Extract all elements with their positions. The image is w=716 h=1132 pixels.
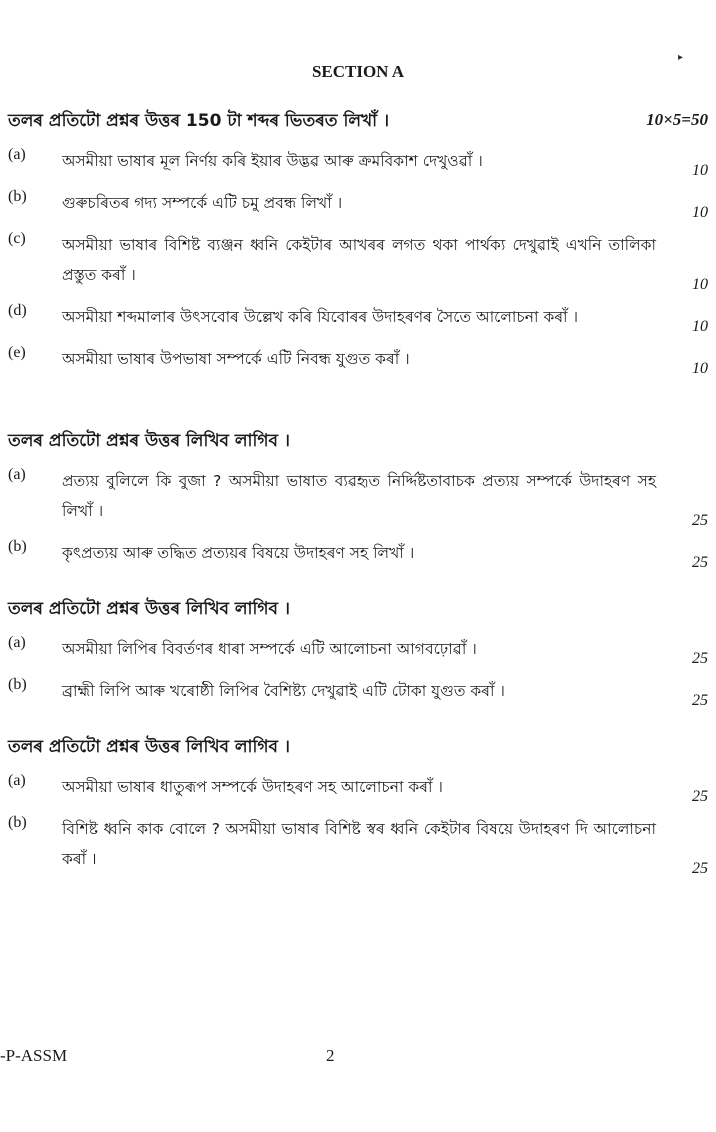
sub-question xyxy=(0,230,716,293)
sub-question-label: (c) xyxy=(8,230,26,247)
sub-question-marks: 25 xyxy=(692,692,708,709)
question-1-header xyxy=(0,108,716,138)
sub-question-text: অসমীয়া ভাষাৰ উপভাষা সম্পৰ্কে এটি নিবন্ধ যুগুত কৰাঁ । xyxy=(62,350,410,368)
sub-question-marks: 25 xyxy=(692,512,708,529)
page-number: 2 xyxy=(326,1046,335,1065)
sub-question-marks: 25 xyxy=(692,554,708,571)
sub-question-text: কৃৎপ্ৰত্যয় আৰু তদ্ধিত প্ৰত্যয়ৰ বিষয়ে উদাহৰণ সহ লিখাঁ । xyxy=(62,544,415,562)
scan-speck: ▸ xyxy=(678,52,684,63)
question-heading: তলৰ প্ৰতিটো প্ৰশ্নৰ উত্তৰ লিখিব লাগিব । xyxy=(8,599,290,619)
sub-question xyxy=(0,676,716,709)
sub-question-text: অসমীয়া ভাষাৰ ধাতুৰূপ সম্পৰ্কে উদাহৰণ সহ আলোচনা কৰাঁ । xyxy=(62,778,443,796)
sub-question-label: (a) xyxy=(8,772,26,789)
question-4 xyxy=(0,734,716,886)
sub-question-label: (b) xyxy=(8,538,27,555)
question-2 xyxy=(0,428,716,580)
question-heading: তলৰ প্ৰতিটো প্ৰশ্নৰ উত্তৰ লিখিব লাগিব । xyxy=(8,431,290,451)
sub-question-label: (e) xyxy=(8,344,26,361)
sub-question-marks: 25 xyxy=(692,788,708,805)
sub-question xyxy=(0,634,716,667)
sub-question-label: (a) xyxy=(8,634,26,651)
sub-question-marks: 10 xyxy=(692,318,708,335)
sub-question-marks: 10 xyxy=(692,162,708,179)
sub-question-text: অসমীয়া শব্দমালাৰ উৎসবোৰ উল্লেখ কৰি যিবোৰৰ উদাহৰণৰ সৈতে আলোচনা কৰাঁ । xyxy=(62,308,579,326)
paper-code: -P-ASSM xyxy=(0,1046,68,1065)
question-marks: 10×5=50 xyxy=(646,110,708,129)
sub-question xyxy=(0,302,716,335)
sub-question-text: অসমীয়া ভাষাৰ বিশিষ্ট ব্যঞ্জন ধ্বনি কেইটাৰ আখৰৰ লগত থকা পাৰ্থক্য দেখুৱাই এখনি তালিকা প্ৰস্তুত কৰাঁ । xyxy=(62,236,656,284)
question-3 xyxy=(0,596,716,718)
question-4-header xyxy=(0,734,716,764)
sub-question xyxy=(0,772,716,805)
sub-question-label: (a) xyxy=(8,146,26,163)
question-3-header xyxy=(0,596,716,626)
sub-question-marks: 10 xyxy=(692,204,708,221)
sub-question-label: (d) xyxy=(8,302,27,319)
sub-question xyxy=(0,466,716,529)
sub-question xyxy=(0,344,716,377)
sub-question-label: (a) xyxy=(8,466,26,483)
sub-question-marks: 10 xyxy=(692,360,708,377)
sub-question-marks: 25 xyxy=(692,860,708,877)
sub-question-text: অসমীয়া ভাষাৰ মূল নিৰ্ণয় কৰি ইয়াৰ উদ্ভৱ আৰু ক্ৰমবিকাশ দেখুওৱাঁ । xyxy=(62,152,483,170)
question-1 xyxy=(0,108,716,386)
sub-question-marks: 10 xyxy=(692,276,708,293)
sub-question-label: (b) xyxy=(8,188,27,205)
sub-question xyxy=(0,538,716,571)
question-2-header xyxy=(0,428,716,458)
sub-question-text: বিশিষ্ট ধ্বনি কাক বোলে ? অসমীয়া ভাষাৰ বিশিষ্ট স্বৰ ধ্বনি কেইটাৰ বিষয়ে উদাহৰণ দি আলোচনা কৰাঁ । xyxy=(62,820,656,868)
sub-question-text: ব্ৰাহ্মী লিপি আৰু খৰোষ্ঠী লিপিৰ বৈশিষ্ট্য দেখুৱাই এটি টোকা যুগুত কৰাঁ । xyxy=(62,682,505,700)
sub-question-marks: 25 xyxy=(692,650,708,667)
sub-question xyxy=(0,146,716,179)
section-title: SECTION A xyxy=(311,62,405,81)
sub-question-text: প্ৰত্যয় বুলিলে কি বুজা ? অসমীয়া ভাষাত ব্যৱহৃত নিৰ্দ্দিষ্টতাবাচক প্ৰত্যয় সম্পৰ্কে উদাহৰণ সহ লিখাঁ । xyxy=(62,472,656,520)
sub-question xyxy=(0,814,716,877)
question-heading: তলৰ প্ৰতিটো প্ৰশ্নৰ উত্তৰ লিখিব লাগিব । xyxy=(8,737,290,757)
sub-question-label: (b) xyxy=(8,814,27,831)
question-heading: তলৰ প্ৰতিটো প্ৰশ্নৰ উত্তৰ 150 টা শব্দৰ ভিতৰত লিখাঁ । xyxy=(8,111,390,131)
sub-question-text: গুৰুচৰিতৰ গদ্য সম্পৰ্কে এটি চমু প্ৰবন্ধ লিখাঁ । xyxy=(62,194,343,212)
sub-question-label: (b) xyxy=(8,676,27,693)
sub-question-text: অসমীয়া লিপিৰ বিবৰ্তণৰ ধাৰা সম্পৰ্কে এটি আলোচনা আগবঢ়োৱাঁ । xyxy=(62,640,477,658)
sub-question xyxy=(0,188,716,221)
